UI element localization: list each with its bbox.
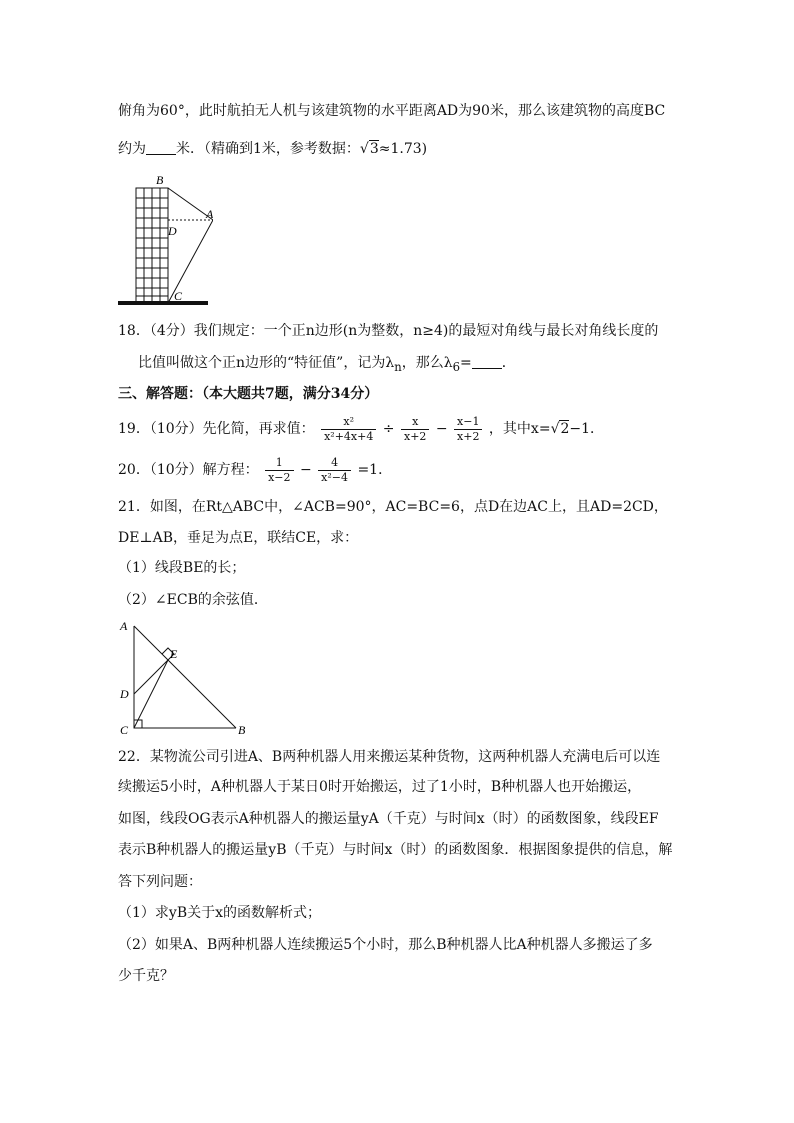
label-A: A	[206, 207, 213, 221]
answer-blank	[472, 354, 502, 369]
q21-part2: （2）∠ECB的余弦值．	[118, 592, 268, 608]
q22-part2: （2）如果A、B两种机器人连续搬运5个小时，那么B种机器人比A种机器人多搬运了多	[118, 937, 653, 953]
label-C: C	[174, 289, 183, 303]
triangle-figure	[116, 614, 256, 738]
q22-part2-cont: 少千克？	[118, 968, 174, 984]
q20: 20．（10分）解方程： $\frac{1}{x-2}$ − $\frac{4}{\text{x²−4}}$ =1．	[118, 455, 393, 484]
q21-part1: （1）线段BE的长；	[118, 560, 246, 576]
q19: 19．（10分）先化简，再求值： $\frac{\text{x²}}{\text{x²+4x+4}}$ ÷ $\frac{x}{x+2}$ − $\frac{x-1}{x+2}$ ，其中x=√2−1．	[118, 414, 605, 443]
q18-line1: 18．（4分）我们规定：一个正n边形(n为整数，n≥4)的最短对角线与最长对角线长度的	[118, 323, 659, 339]
q22-line4: 表示B种机器人的搬运量yB（千克）与时间x（时）的函数图象．根据图象提供的信息，解	[118, 842, 673, 858]
right-angle-C	[134, 720, 142, 728]
q21-line2: DE⊥AB，垂足为点E，联结CE，求：	[118, 530, 359, 546]
fraction: $\frac{4}{\text{x²−4}}$	[318, 456, 351, 485]
label-B: B	[156, 173, 164, 187]
answer-blank	[146, 140, 176, 155]
q22-part1: （1）求yB关于x的函数解析式；	[118, 905, 321, 921]
label-D: D	[168, 224, 177, 238]
q18-line2: 比值叫做这个正n边形的“特征值”，记为$\lambda_n$，那么$\lambda_6=$ ．	[138, 355, 516, 374]
label-A: A	[120, 619, 128, 633]
q22-line1: 22．某物流公司引进A、B两种机器人用来搬运某种货物，这两种机器人充满电后可以连	[118, 749, 661, 765]
q21-line1: 21．如图，在Rt△ABC中，∠ACB=90°，AC=BC=6，点D在边AC上，且AD=2CD，	[118, 499, 668, 515]
label-D: D	[120, 687, 129, 701]
label-B: B	[238, 723, 246, 737]
fraction: $\frac{x}{x+2}$	[401, 415, 429, 444]
q17-line1: 俯角为60°，此时航拍无人机与该建筑物的水平距离AD为90米，那么该建筑物的高度BC	[118, 103, 666, 119]
sqrt-3: 3	[369, 141, 379, 157]
fraction: $\frac{x-1}{x+2}$	[454, 415, 482, 444]
label-E: E	[170, 647, 178, 661]
fraction: $\frac{\text{x²}}{\text{x²+4x+4}}$	[321, 415, 376, 444]
section-title: 三、解答题：（本大题共7题，满分34分）	[118, 386, 379, 402]
q22-line2: 续搬运5小时，A种机器人于某日0时开始搬运，过了1小时，B种机器人也开始搬运，	[118, 779, 642, 795]
segment-DE	[134, 660, 168, 694]
building-grid	[136, 188, 168, 303]
building-figure	[118, 170, 213, 310]
fraction: $\frac{1}{x-2}$	[265, 456, 293, 485]
q17-line2: 约为 米．（精确到1米，参考数据：√3≈1.73)	[118, 141, 428, 157]
side-AB	[134, 626, 236, 728]
q22-line3: 如图，线段OG表示A种机器人的搬运量yA（千克）与时间x（时）的函数图象，线段EF	[118, 811, 659, 827]
segment-CE	[134, 660, 168, 728]
label-C: C	[120, 723, 129, 737]
sqrt-2: 2	[560, 421, 570, 437]
q22-line5: 答下列问题：	[118, 874, 202, 890]
ground	[118, 301, 208, 305]
